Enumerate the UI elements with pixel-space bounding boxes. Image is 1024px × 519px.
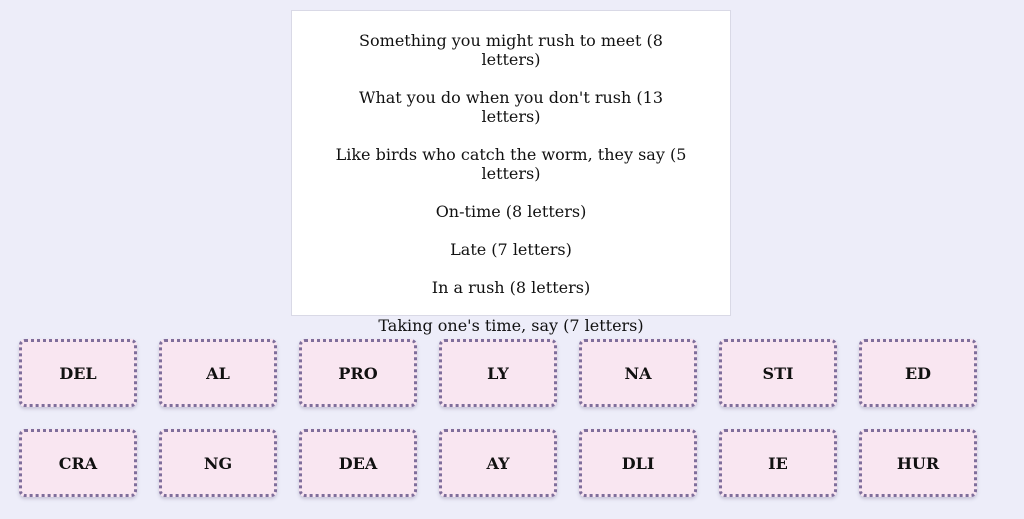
- clue-7: Taking one's time, say (7 letters): [378, 316, 644, 335]
- letter-tile[interactable]: NA: [579, 339, 697, 407]
- letter-tile[interactable]: CRA: [19, 429, 137, 497]
- clue-3: Like birds who catch the worm, they say (5 letters): [335, 145, 687, 183]
- tile-row-1: [19, 339, 999, 407]
- letter-tile[interactable]: HUR: [859, 429, 977, 497]
- clue-2: What you do when you don't rush (13 letters): [359, 88, 663, 126]
- clue-1: Something you might rush to meet (8 letters): [359, 31, 663, 69]
- clue-6: In a rush (8 letters): [431, 278, 591, 297]
- letter-tile[interactable]: DEL: [19, 339, 137, 407]
- letter-tile[interactable]: IE: [719, 429, 837, 497]
- letter-tile-grid: [19, 339, 999, 519]
- letter-tile[interactable]: DEA: [299, 429, 417, 497]
- letter-tile[interactable]: NG: [159, 429, 277, 497]
- letter-tile[interactable]: AL: [159, 339, 277, 407]
- clue-5: Late (7 letters): [450, 240, 572, 259]
- letter-tile[interactable]: STI: [719, 339, 837, 407]
- letter-tile[interactable]: DLI: [579, 429, 697, 497]
- letter-tile[interactable]: LY: [439, 339, 557, 407]
- tile-row-2: [19, 429, 999, 497]
- clue-panel: [291, 10, 731, 335]
- letter-tile[interactable]: AY: [439, 429, 557, 497]
- letter-tile[interactable]: PRO: [299, 339, 417, 407]
- letter-tile[interactable]: ED: [859, 339, 977, 407]
- clue-4: On-time (8 letters): [435, 202, 587, 221]
